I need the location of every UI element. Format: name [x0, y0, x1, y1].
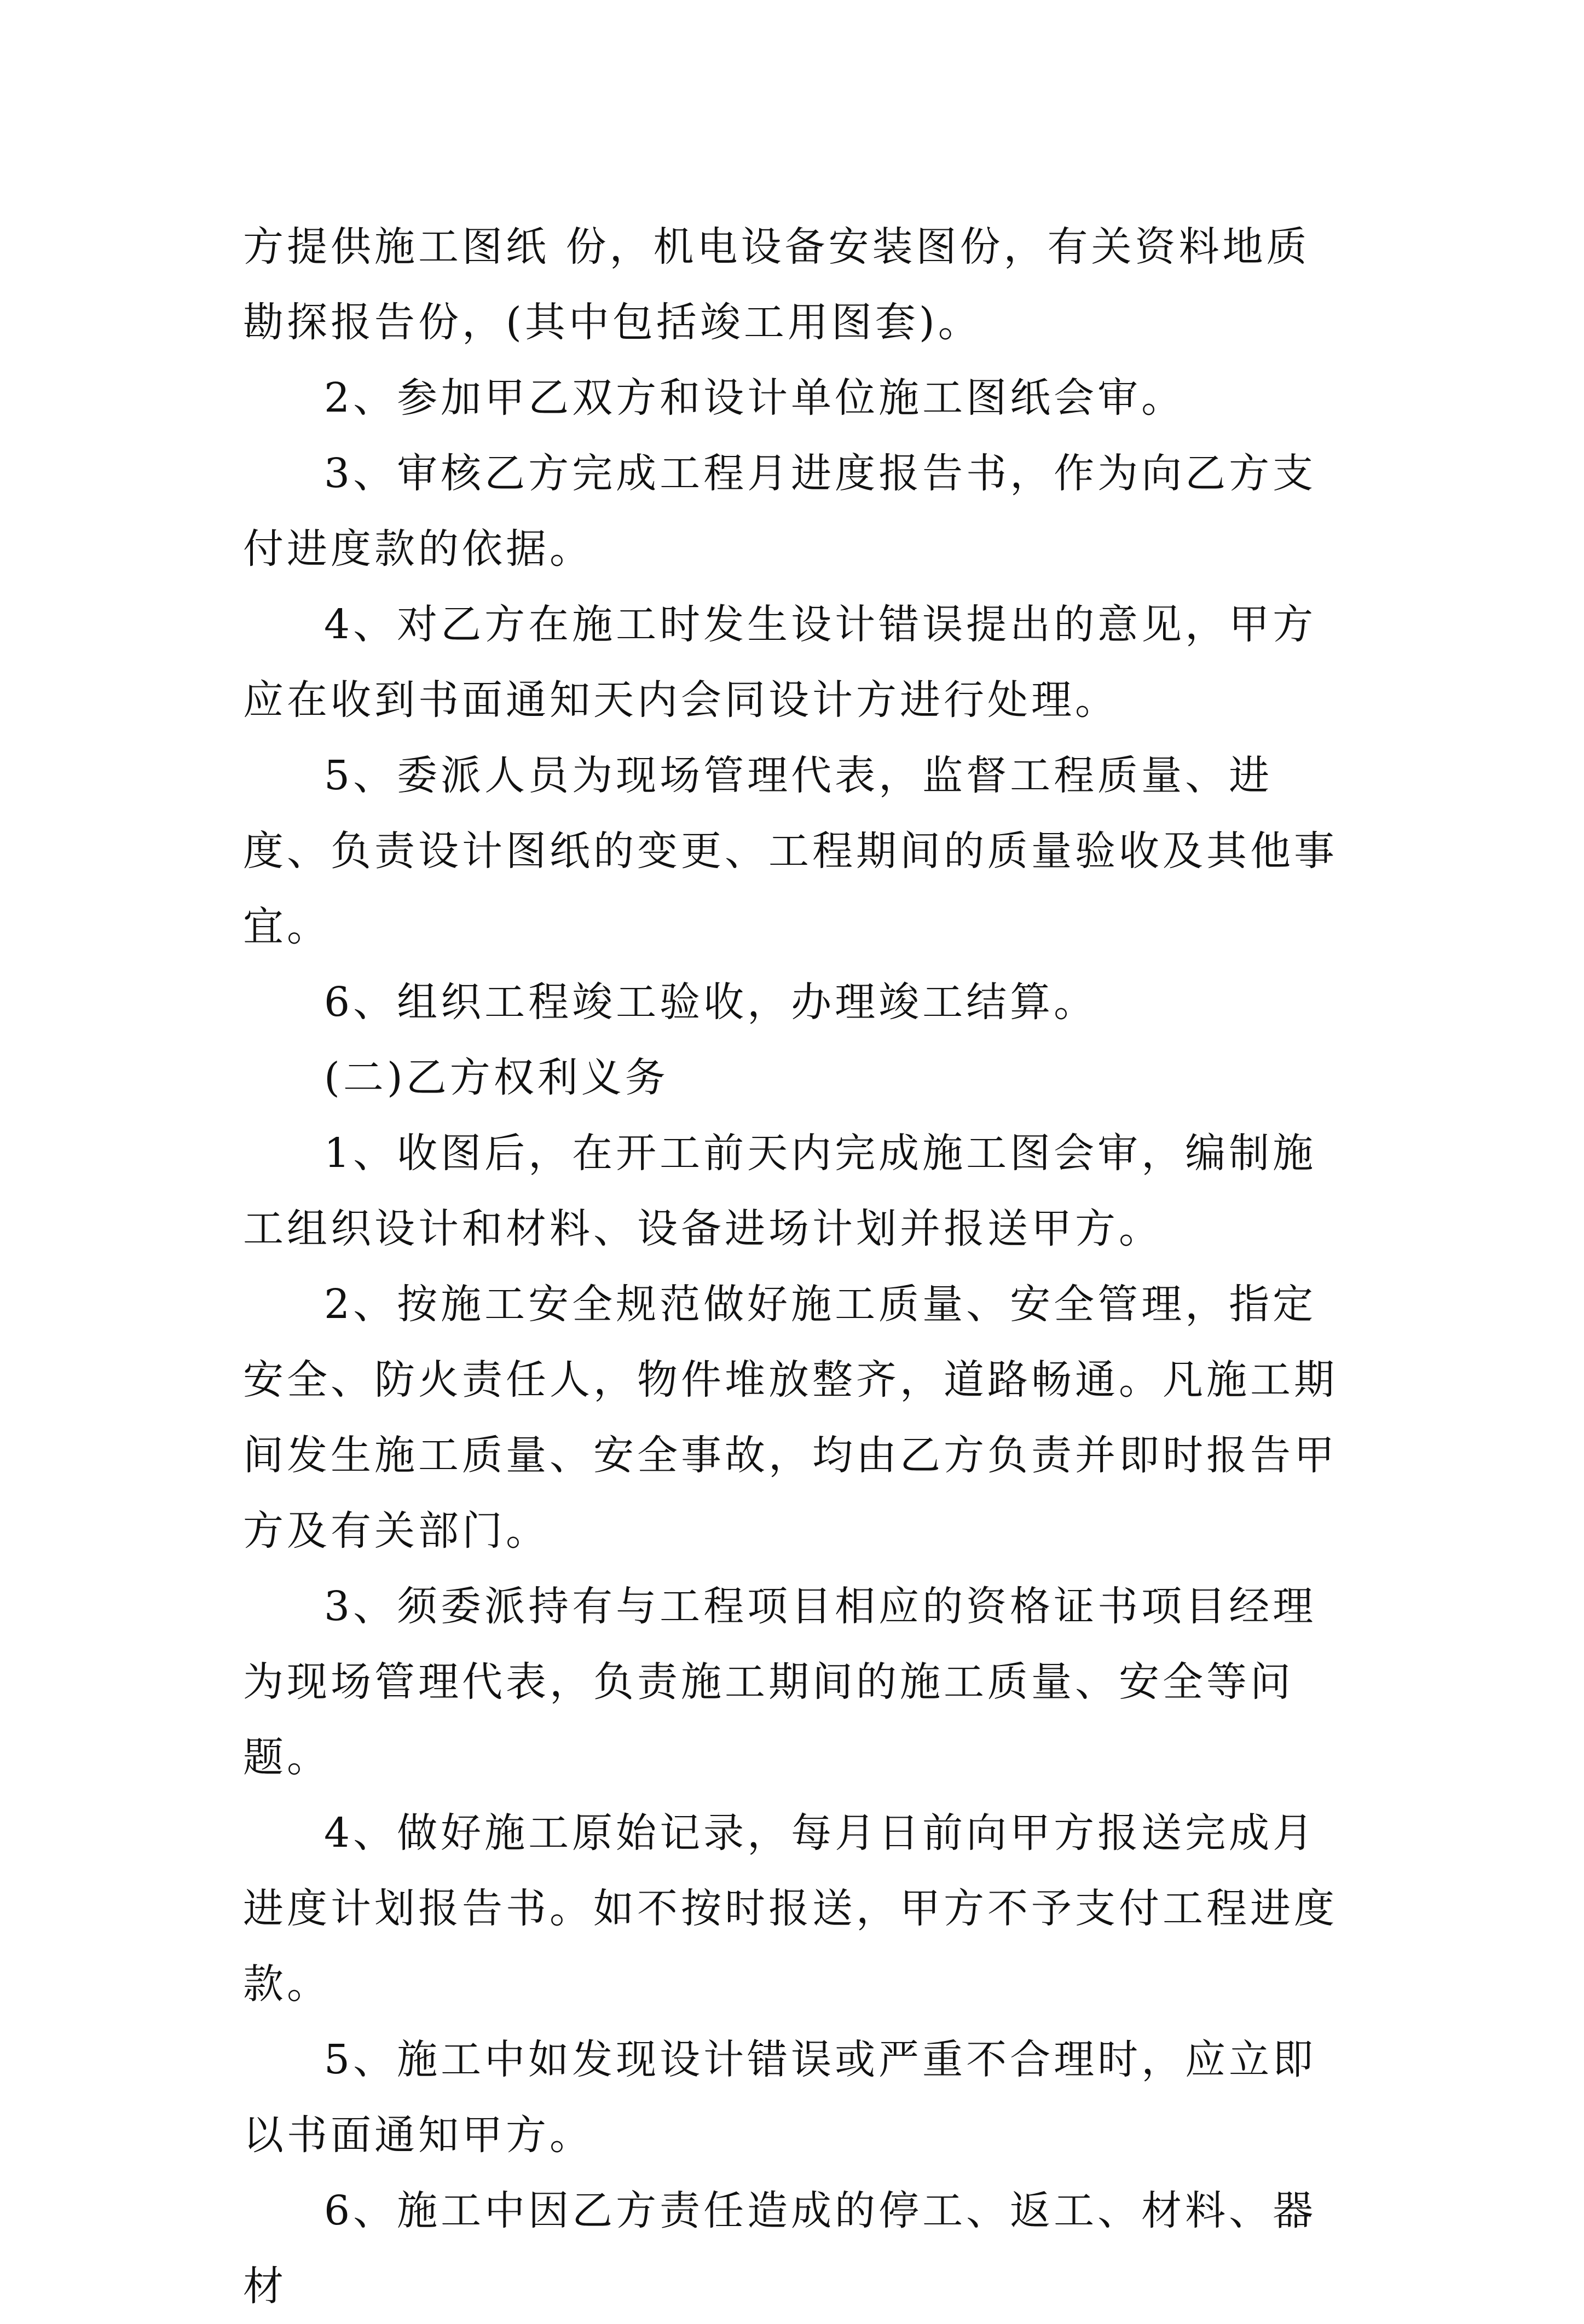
paragraph-1: 方提供施工图纸 份，机电设备安装图份，有关资料地质勘探报告份，(其中包括竣工用图套)。: [243, 223, 1310, 346]
paragraph-6: 6、组织工程竣工验收，办理竣工结算。: [324, 979, 1098, 1026]
paragraph-8: 2、按施工安全规范做好施工质量、安全管理，指定安全、防火责任人，物件堆放整齐，道路畅通。凡施工期间发生施工质量、安全事故，均由乙方负责并即时报告甲方及有关部门。: [243, 1281, 1338, 1554]
document-body: [243, 209, 1351, 2324]
paragraph-4: 4、对乙方在施工时发生设计错误提出的意见，甲方应在收到书面通知天内会同设计方进行处理。: [243, 601, 1317, 724]
paragraph-11: 5、施工中如发现设计错误或严重不合理时，应立即以书面通知甲方。: [243, 2036, 1317, 2159]
paragraph-5: 5、委派人员为现场管理代表，监督工程质量、进度、负责设计图纸的变更、工程期间的质量验收及其他事宜。: [243, 752, 1338, 950]
paragraph-2: 2、参加甲乙双方和设计单位施工图纸会审。: [324, 374, 1186, 421]
paragraph-12: 6、施工中因乙方责任造成的停工、返工、材料、器材: [243, 2187, 1317, 2310]
section-heading-party-b: (二)乙方权利义务: [324, 1054, 669, 1101]
paragraph-9: 3、须委派持有与工程项目相应的资格证书项目经理为现场管理代表，负责施工期间的施工质量、安全等问题。: [243, 1583, 1317, 1781]
paragraph-10: 4、做好施工原始记录，每月日前向甲方报送完成月进度计划报告书。如不按时报送，甲方不予支付工程进度款。: [243, 1810, 1338, 2008]
paragraph-3: 3、审核乙方完成工程月进度报告书，作为向乙方支付进度款的依据。: [243, 450, 1317, 573]
paragraph-7: 1、收图后，在开工前天内完成施工图会审，编制施工组织设计和材料、设备进场计划并报送甲方。: [243, 1130, 1317, 1252]
